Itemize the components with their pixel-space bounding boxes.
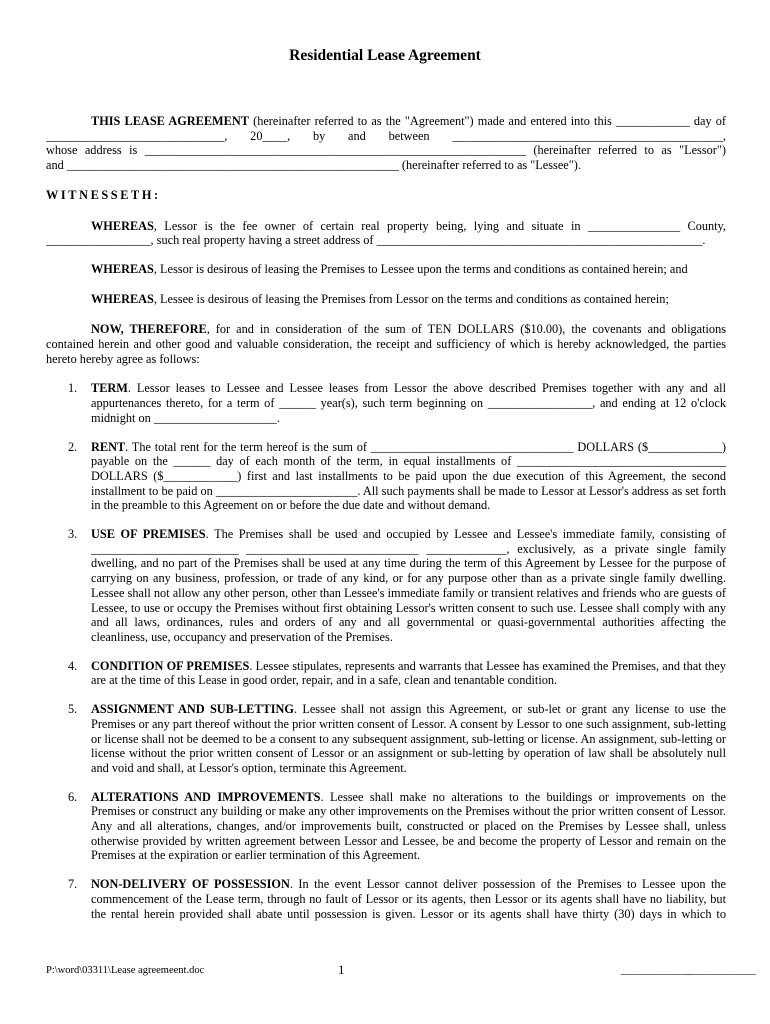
clause-text: . In the event Lessor cannot deliver possession of the Premises to Lessee upon the commencement of the Lease term, through no fault of Lessor or its agents, then Lessor or its agents shall have no liability, but the rental herein provided shall abate until possession is given. Lessor or its agents shall have thirty (30) days in which to	[91, 877, 726, 921]
clause-rent	[46, 440, 726, 514]
clause-heading: TERM	[91, 381, 128, 396]
intro-lead: THIS LEASE AGREEMENT	[91, 114, 249, 128]
witnesseth-heading: WITNESSETH:	[46, 187, 161, 202]
clause-text: . Lessee shall make no alterations to the buildings or improvements on the Premises or construct any building or make any other improvements on the Premises without the prior written consent of Lessor. Any and all alterations, changes, and/or improvements built, constructed or placed on the Premises by Lessee shall, unless otherwise provided by written agreement between Lessor and Lessee, be and become the property of Lessor and remain on the Premises at the expiration or earlier termination of this Agreement.	[91, 789, 727, 863]
document-body	[46, 114, 726, 921]
clause-non-delivery-of-possession	[46, 877, 726, 921]
clause-use-of-premises	[46, 527, 726, 645]
clause-number: 4.	[68, 658, 78, 673]
clause-list	[46, 381, 726, 921]
clause-term	[46, 381, 726, 425]
clause-number: 1.	[68, 381, 78, 396]
intro-line-3: whose address is ______________________________________________________________ (hereinafter referred to as "Lessor")	[46, 143, 726, 158]
clause-heading: RENT	[91, 439, 126, 454]
whereas-3-text: , Lessee is desirous of leasing the Premises from Lessor on the terms and conditions as contained herein;	[153, 291, 669, 306]
clause-text: . Lessee stipulates, represents and warrants that Lessee has examined the Premises, and that they are at the time of this Lease in good order, repair, and in a safe, clean and tenantable condition.	[91, 658, 726, 688]
whereas-3-lead: WHEREAS	[91, 291, 154, 306]
clause-number: 3.	[68, 527, 78, 542]
clause-number: 2.	[68, 439, 78, 454]
clause-heading: USE OF PREMISES	[91, 527, 206, 542]
clause-heading: NON-DELIVERY OF POSSESSION	[91, 877, 290, 892]
initials-line-1: _______________	[621, 965, 693, 976]
clause-text: . The Premises shall be used and occupied by Lessee and Lessee's immediate family, consisting of ________________________ ____________________________ _____________, exclusively, as a private single family dwelling, and no part of the Premises shall be used at any time during the term of this Agreement by Lessee for the purpose of carrying on any business, profession, or trade of any kind, or for any purpose other than as a private single family dwelling. Lessee shall not allow any other person, other than Lessee's immediate family or transient relatives and friends who are guests of Lessee, to use or occupy the Premises without first obtaining Lessor's written consent to such use. Lessee shall comply with any and all laws, ordinances, rules and orders of any and all governmental or quasi-governmental authorities affecting the cleanliness, use, occupancy and preservation of the Premises.	[91, 527, 726, 644]
page-footer	[46, 962, 756, 981]
file-path: P:\word\03311\Lease agreemeent.doc	[46, 965, 205, 976]
clause-condition-of-premises	[46, 659, 726, 688]
clause-text: . Lessor leases to Lessee and Lessee leases from Lessor the above described Premises together with any and all appurtenances thereto, for a term of ______ year(s), such term beginning on _________________, and ending at 12 o'clock midnight on ____________________.	[91, 381, 726, 425]
clause-number: 5.	[68, 702, 78, 717]
clause-heading: ASSIGNMENT AND SUB-LETTING	[91, 702, 294, 717]
clause-alterations-and-improvements	[46, 790, 726, 864]
page-number: 1	[338, 962, 345, 977]
clause-number: 7.	[68, 877, 78, 892]
initials-line-2: _______________	[684, 965, 756, 976]
now-therefore-text: , for and in consideration of the sum of TEN DOLLARS ($10.00), the covenants and obligations contained herein and other good and valuable consideration, the receipt and sufficiency of which is hereby acknowledged, the parties hereto hereby agree as follows:	[46, 322, 727, 366]
intro-line-1-text: (hereinafter referred to as the "Agreement") made and entered into this ____________ day of	[248, 114, 727, 128]
whereas-2-lead: WHEREAS	[91, 261, 154, 276]
clause-assignment-and-sub-letting	[46, 702, 726, 776]
intro-line-2: _____________________________, 20____, by and between ____________________________________________,	[46, 128, 726, 143]
clause-heading: ALTERATIONS AND IMPROVEMENTS	[91, 789, 321, 804]
clause-heading: CONDITION OF PREMISES	[91, 658, 250, 673]
whereas-1-text: , Lessor is the fee owner of certain real property being, lying and situate in _______________ County, _________________, such real property having a street address of _____________________________________________________.	[46, 218, 726, 248]
clause-text: . The total rent for the term hereof is the sum of _________________________________ DOLLARS ($____________) payable on the ______ day of each month of the term, in equal installments of __________________________________ DOLLARS ($____________) first and last installments to be paid upon the due execution of this Agreement, the second installment to be paid on _______________________. All such payments shall be made to Lessor at Lessor's address as set forth in the preamble to this Agreement on or before the due date and without demand.	[91, 439, 726, 513]
clause-text: . Lessee shall not assign this Agreement, or sub-let or grant any license to use the Premises or any part thereof without the prior written consent of Lessor. A consent by Lessor to one such assignment, sub-letting or license shall not be deemed to be a consent to any subsequent assignment, sub-letting or license. An assignment, sub-letting or license without the prior written consent of Lessor or an assignment or sub-letting by operation of law shall be absolutely null and void and shall, at Lessor's option, terminate this Agreement.	[91, 702, 726, 775]
clause-number: 6.	[68, 789, 78, 804]
whereas-2-text: , Lessor is desirous of leasing the Premises to Lessee upon the terms and conditions as contained herein; and	[153, 261, 688, 276]
now-therefore-paragraph	[46, 322, 726, 366]
now-therefore-lead: NOW, THEREFORE	[91, 322, 207, 337]
whereas-paragraph-2	[46, 262, 726, 277]
whereas-1-lead: WHEREAS	[91, 218, 154, 233]
whereas-paragraph-3	[46, 292, 726, 307]
intro-line-4: and ______________________________________________________ (hereinafter referred to as "Lessee").	[46, 158, 581, 173]
intro-line-1	[46, 114, 726, 129]
whereas-paragraph-1	[46, 219, 726, 248]
document-title: Residential Lease Agreement	[289, 47, 481, 64]
